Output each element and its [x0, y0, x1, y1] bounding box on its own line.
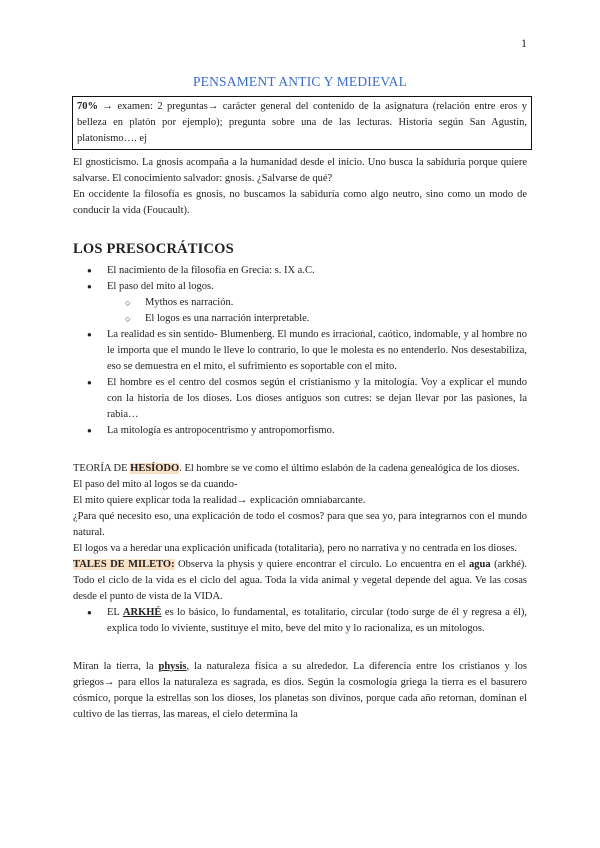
box-percent: 70%	[77, 101, 98, 112]
box-text: → examen: 2 preguntas→ carácter general del contenido de la asignatura (relación entre eros y belleza en platón por ejemplo); pregunta sobre una de las lecturas. Historia según San Agustín, platonismo…. ej	[77, 101, 527, 144]
agua-word: agua	[469, 559, 491, 570]
page-number: 1	[521, 36, 527, 50]
list-item: ● El nacimiento de la filosofía en Grecia: s. IX a.C.	[107, 263, 527, 279]
exam-info-box	[72, 96, 532, 150]
presocratics-list	[73, 263, 527, 439]
intro-paragraph: En occidente la filosofía es gnosis, no buscamos la sabiduría como algo neutro, sino como un modo de conducir la vida (Foucault).	[73, 189, 527, 216]
physis-word: physis	[158, 661, 187, 672]
tales-highlight: TALES DE MILETO:	[73, 559, 175, 570]
sub-list-item: ○ Mythos es narración.	[145, 295, 527, 311]
physis-text: , la naturaleza física a su alrededor. La diferencia entre los cristianos y los griegos→ para ellos la naturaleza es sagrada, es dios. Según la cosmología griega la tierra es el basurero cósmico, porque la estrellas son los dioses, los planetas son divinos, porque cada año retornan, dominan el cultivo de las tierras, las mareas, el cielo determina la	[73, 661, 527, 720]
arkhe-list	[73, 605, 527, 637]
hesiodo-prefix: TEORÍA DE	[73, 463, 131, 474]
list-item	[107, 605, 527, 637]
arkhe-text: es lo básico, lo fundamental, es totalitario, circular (todo surge de él y regresa a él), explica todo lo viviente, sustituye el mito, beve del mito y lo racionaliza, es un mitologos.	[107, 607, 527, 634]
list-item	[107, 279, 527, 327]
tales-paragraph	[73, 557, 527, 605]
arkhe-word: ARKHÉ	[122, 607, 162, 618]
physis-prefix: Miran la tierra, la	[73, 661, 159, 672]
text-line: El mito quiere explicar toda la realidad→ explicación omniabarcante.	[73, 495, 366, 506]
list-item: ● La realidad es sin sentido- Blumenberg. El mundo es irracional, caótico, indomable, y al hombre no le importa que el mundo le lleve lo contrario, lo que le molesta es no entenderlo. Nos desestabiliza, eso se demuestra en el mito, el sufrimiento es soportable con el mito.	[107, 327, 527, 375]
list-item-text: El paso del mito al logos.	[107, 281, 214, 292]
hesiodo-highlight: HESÍODO	[130, 463, 180, 474]
tales-text: Observa la physis y quiere encontrar el círculo. Lo encuentra en el	[174, 559, 470, 570]
page-title: PENSAMENT ANTIC Y MEDIEVAL	[192, 74, 408, 89]
intro-paragraph: El gnosticismo. La gnosis acompaña a la humanidad desde el inicio. Uno busca la sabiduria porque quiere salvarse. El conocimiento salvador: gnosis. ¿Salvarse de qué?	[73, 157, 527, 184]
hesiodo-text: . El hombre se ve como el último eslabón de la cadena genealógica de los dioses.	[179, 463, 520, 474]
hesiodo-paragraph	[73, 461, 527, 477]
sub-list	[107, 295, 527, 327]
text-line: El logos va a heredar una explicación unificada (totalitaria), pero no narrativa y no centrada en los dioses.	[73, 543, 518, 554]
list-item: ● El hombre es el centro del cosmos según el cristianismo y la mitología. Voy a explicar el mundo con la historia de los dioses. Los dioses antiguos son cutres: se dejan llevar por las pasiones, la rabia…	[107, 375, 527, 423]
arkhe-prefix: EL	[107, 607, 123, 618]
sub-list-item: ○ El logos es una narración interpretable.	[145, 311, 527, 327]
list-item: ● La mitología es antropocentrismo y antropomorfismo.	[107, 423, 527, 439]
text-line: ¿Para qué necesito eso, una explicación de todo el cosmos? para que sea yo, para integrarnos con el mundo natural.	[73, 511, 527, 538]
section-heading: LOS PRESOCRÁTICOS	[73, 241, 234, 257]
physis-paragraph	[73, 659, 527, 723]
main-content	[73, 155, 527, 723]
tales-text: (arkhé). Todo el ciclo de la vida es el ciclo del agua. Toda la vida animal y vegetal depende del agua. Ve las cosas desde el punto de vista de la VIDA.	[73, 559, 528, 602]
text-line: El paso del mito al logos se da cuando-	[73, 479, 238, 490]
